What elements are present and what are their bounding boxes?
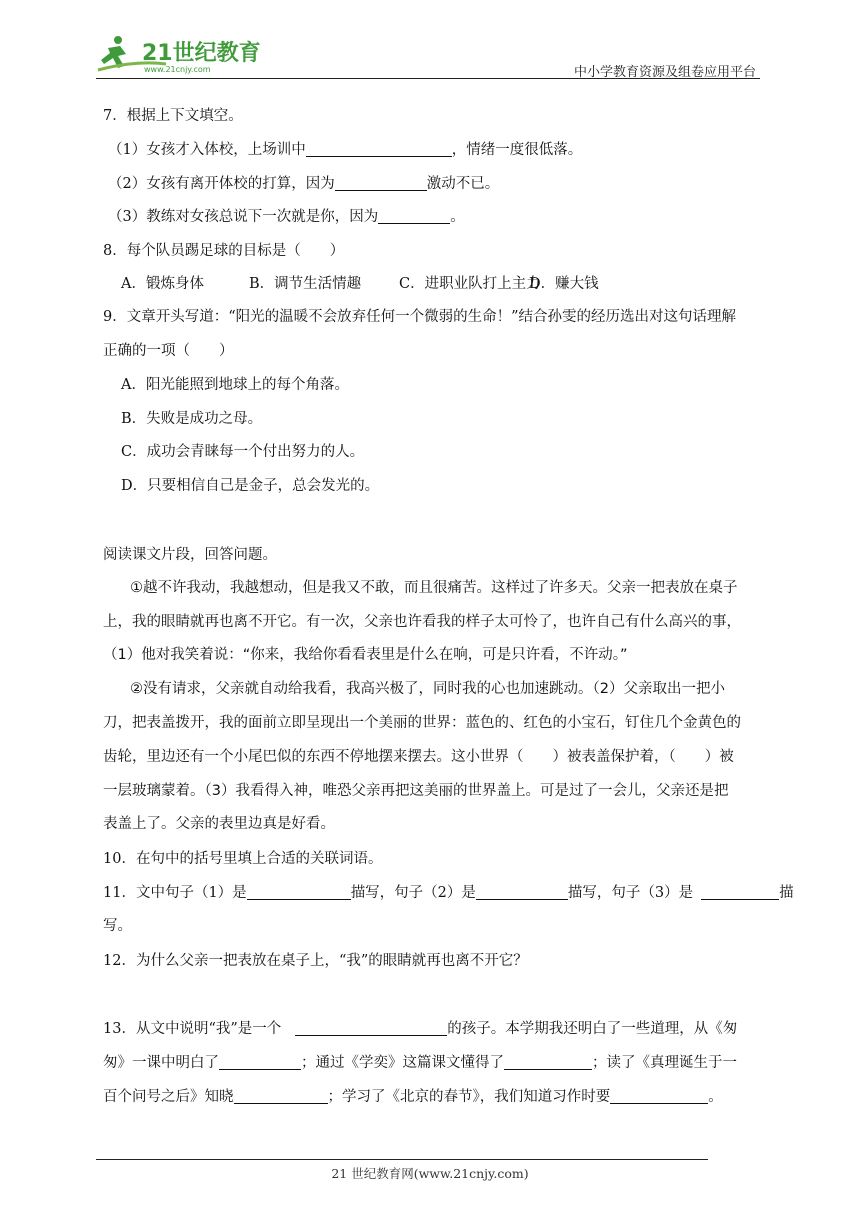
reading-intro: 阅读课文片段，回答问题。	[103, 547, 277, 563]
blank[interactable]	[701, 883, 779, 900]
passage-p2-line1: ②没有请求，父亲就自动给我看，我高兴极了，同时我的心也加速跳动。（2）父亲取出一把小	[130, 681, 725, 697]
q13-line3: 百个问号之后》知晓 ；学习了《北京的春节》，我们知道习作时要 。	[103, 1089, 723, 1105]
blank[interactable]	[335, 174, 427, 191]
q7-item-2: （2）女孩有离开体校的打算，因为 激动不已。	[108, 176, 500, 192]
passage-p1-line1: ①越不许我动，我越想动，但是我又不敢，而且很痛苦。这样过了许多天。父亲一把表放在桌子	[130, 580, 738, 596]
blank[interactable]	[476, 883, 568, 900]
q8-stem: 8．每个队员踢足球的目标是（ ）	[103, 243, 345, 259]
q13-line1: 13．从文中说明“我”是一个 的孩子。本学期我还明白了一些道理，从《匆	[103, 1021, 738, 1037]
q8-option-b[interactable]: B．调节生活情趣	[249, 276, 362, 292]
q9-option-d[interactable]: D．只要相信自己是金子，总会发光的。	[121, 478, 380, 494]
q9-option-a[interactable]: A．阳光能照到地球上的每个角落。	[121, 377, 349, 393]
header-platform-name: 中小学教育资源及组卷应用平台	[573, 65, 756, 80]
q7-item-3: （3）教练对女孩总说下一次就是你，因为 。	[108, 209, 465, 225]
blank[interactable]	[234, 1087, 328, 1104]
q9-stem-line1: 9．文章开头写道：“阳光的温暖不会放弃任何一个微弱的生命！”结合孙雯的经历选出对这句话理解	[103, 309, 737, 325]
blank[interactable]	[306, 140, 452, 157]
footer-rule	[96, 1159, 708, 1160]
q9-stem-line2: 正确的一项（ ）	[103, 343, 234, 359]
passage-p1-line2: 上，我的眼睛就再也离不开它。有一次，父亲也许看我的样子太可怜了，也许自己有什么高兴的事，	[103, 614, 741, 630]
logo-text: 21世纪教育	[142, 41, 261, 66]
q9-option-b[interactable]: B．失败是成功之母。	[121, 411, 263, 427]
blank[interactable]	[295, 1019, 447, 1036]
q8-option-d[interactable]: D．赚大钱	[529, 276, 599, 292]
q7-item-1: （1）女孩才入体校，上场训中 ，情绪一度很低落。	[108, 142, 583, 158]
logo-url: www.21cnjy.com	[144, 65, 211, 74]
blank[interactable]	[247, 883, 351, 900]
q8-option-c[interactable]: C．进职业队打上主力	[399, 276, 541, 292]
q8-options	[121, 274, 599, 294]
blank[interactable]	[378, 207, 450, 224]
passage-p1-line3: （1）他对我笑着说：“你来，我给你看看表里是什么在响，可是只许看，不许动。”	[103, 647, 628, 663]
q11-line2: 写。	[103, 918, 132, 934]
passage-p2-line5: 表盖上了。父亲的表里边真是好看。	[103, 816, 335, 832]
passage-p2-line3: 齿轮，里边还有一个小尾巴似的东西不停地摆来摆去。这小世界（ ）被表盖保护着，（ ）被	[103, 749, 734, 765]
blank[interactable]	[219, 1053, 301, 1070]
blank[interactable]	[504, 1053, 592, 1070]
footer-text: 21 世纪教育网(www.21cnjy.com)	[331, 1166, 529, 1181]
q13-line2: 匆》一课中明白了 ；通过《学奕》这篇课文懂得了 ；读了《真理诞生于一	[103, 1055, 737, 1071]
q12-text: 12．为什么父亲一把表放在桌子上，“我”的眼睛就再也离不开它？	[103, 953, 528, 969]
site-logo	[96, 34, 266, 76]
passage-p2-line2: 刀，把表盖拨开，我的面前立即呈现出一个美丽的世界：蓝色的、红色的小宝石，钉住几个金黄色的	[103, 715, 741, 731]
q9-option-c[interactable]: C．成功会青睐每一个付出努力的人。	[121, 444, 365, 460]
header-rule	[96, 78, 760, 79]
q8-option-a[interactable]: A．锻炼身体	[121, 276, 204, 292]
q7-stem: 7．根据上下文填空。	[103, 108, 243, 124]
q11-line1: 11．文中句子（1）是 描写，句子（2）是 描写，句子（3）是 描	[103, 885, 794, 901]
passage-p2-line4: 一层玻璃蒙着。（3）我看得入神，唯恐父亲再把这美丽的世界盖上。可是过了一会儿，父亲还是把	[103, 783, 729, 799]
q10-text: 10．在句中的括号里填上合适的关联词语。	[103, 851, 383, 867]
blank[interactable]	[610, 1087, 708, 1104]
